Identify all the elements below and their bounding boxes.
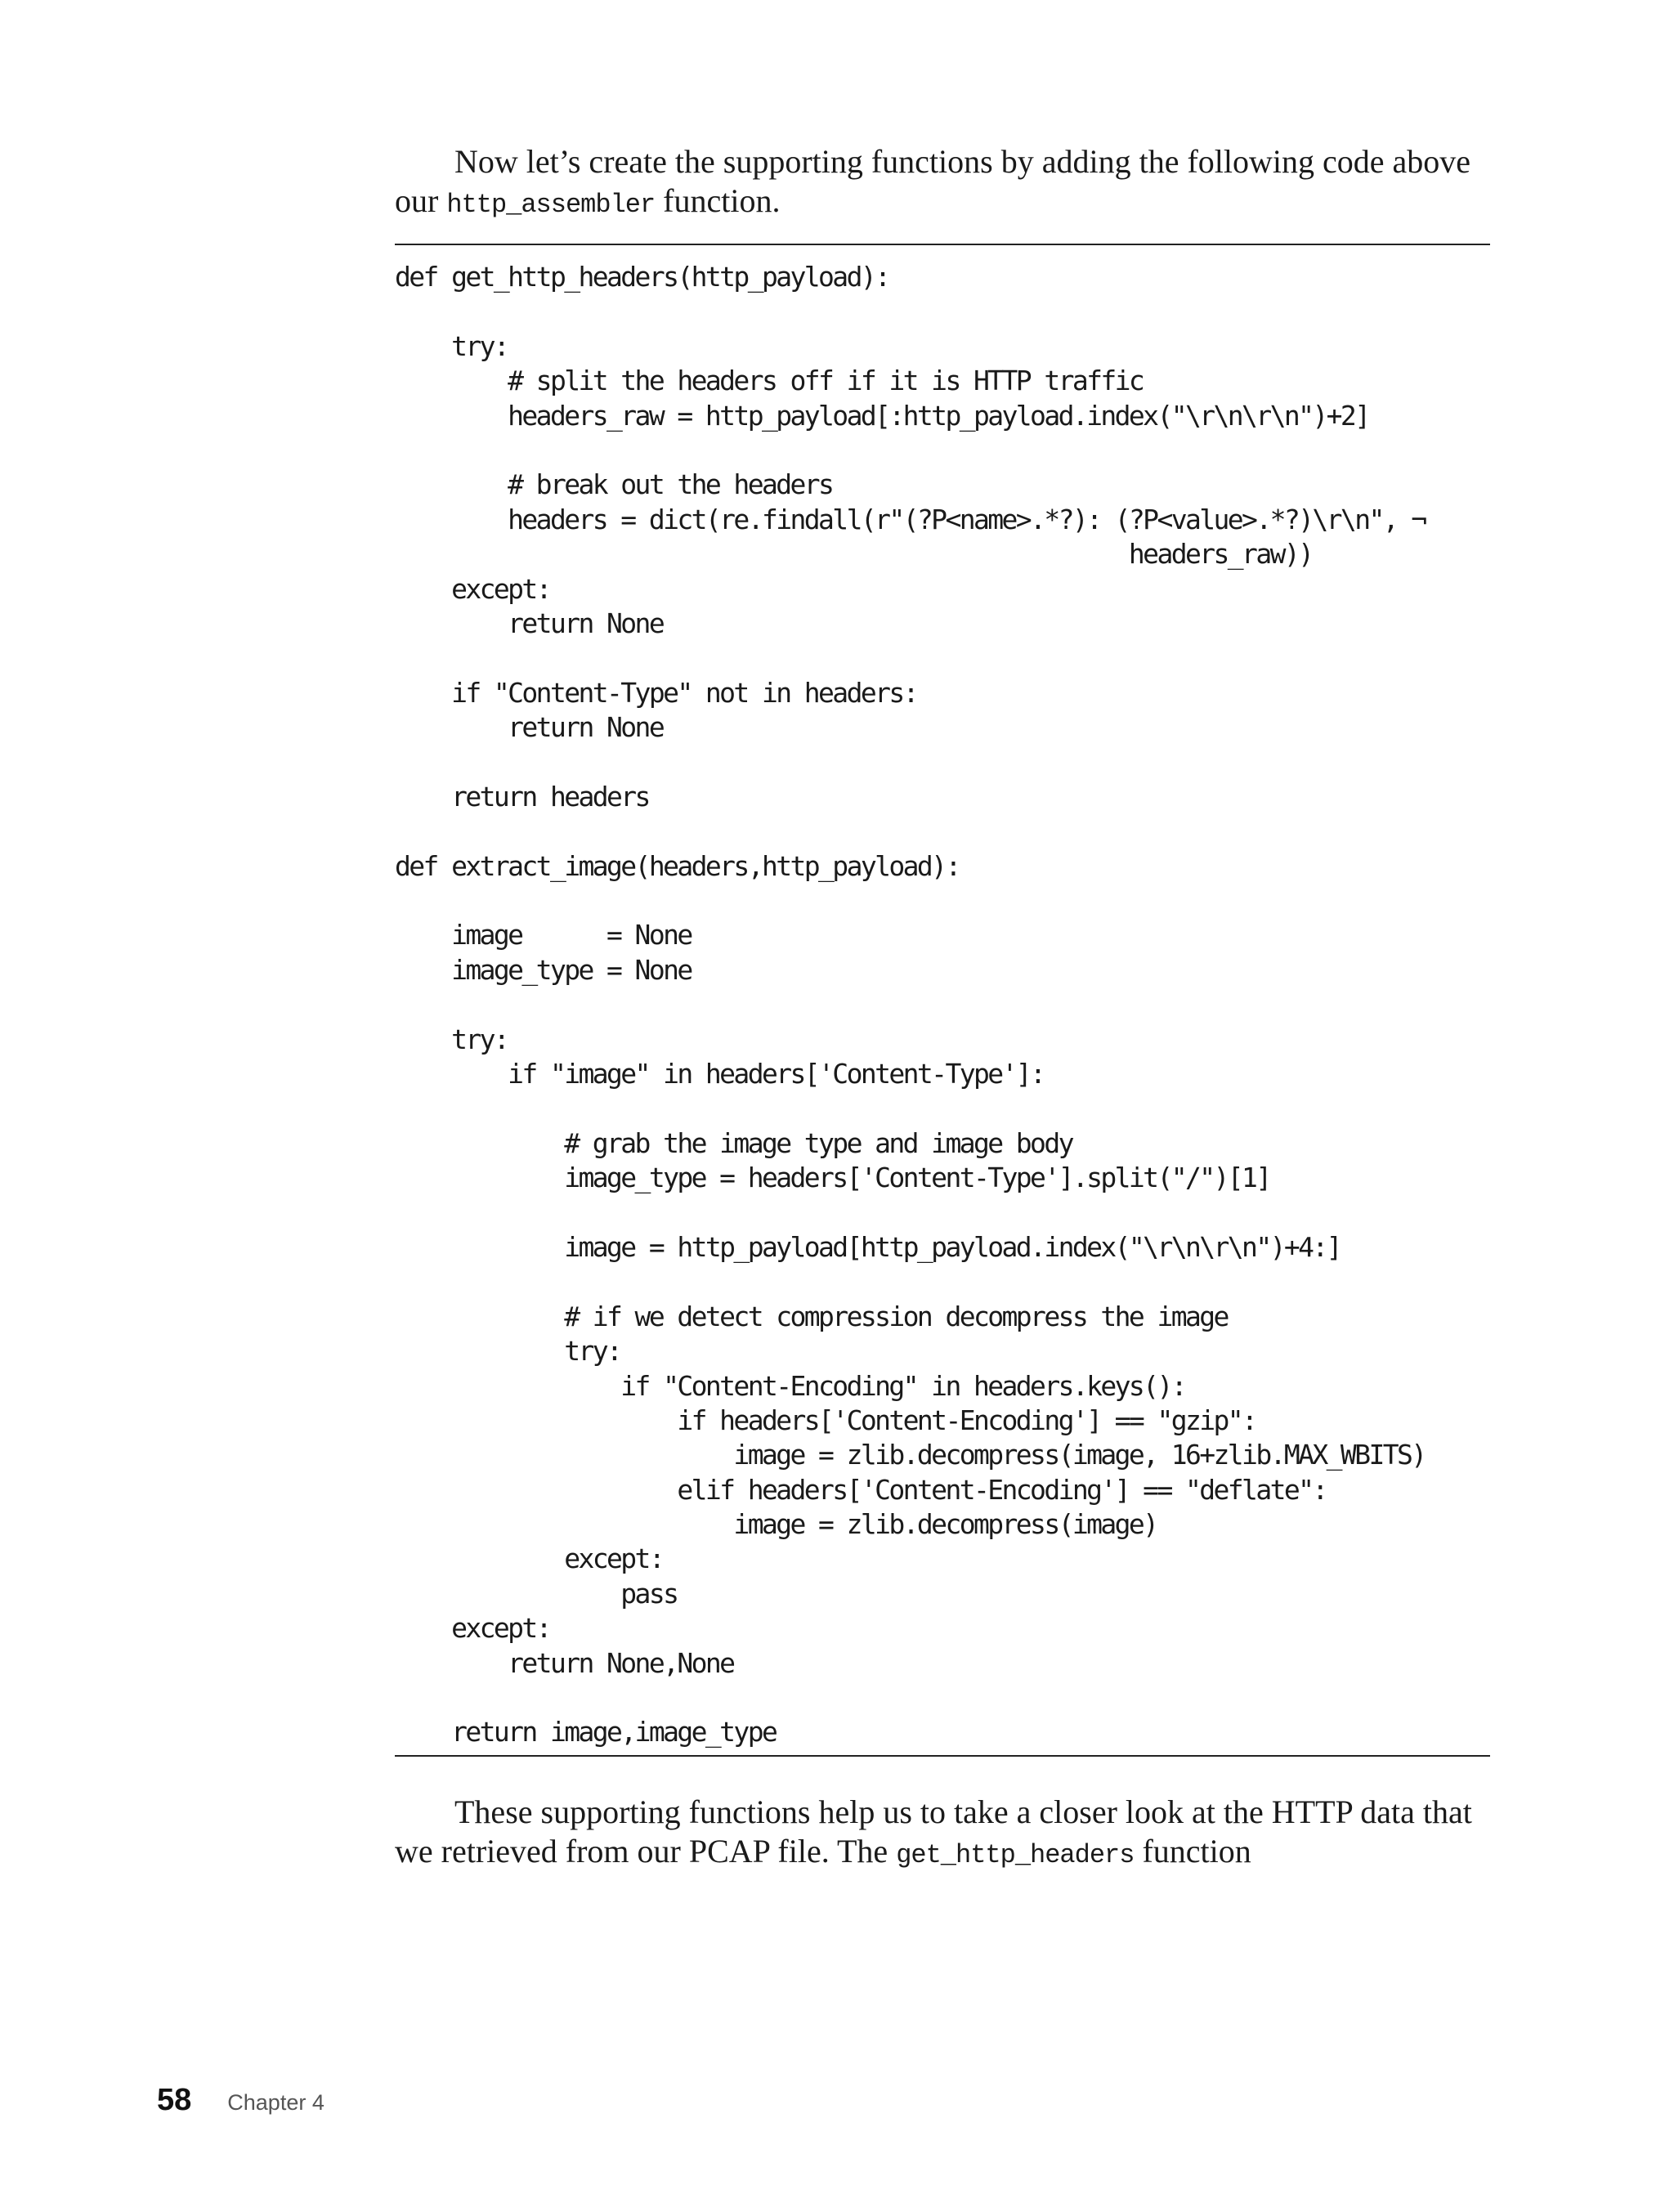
- code-line: return headers: [395, 780, 649, 813]
- outro-text-before: These supporting functions help us to take a closer look at the HTTP data that we retrieved from our PCAP file. The: [395, 1793, 1472, 1869]
- intro-text-after: function.: [655, 182, 781, 219]
- code-line: [395, 1265, 1426, 1299]
- code-line: # break out the headers: [395, 468, 833, 501]
- code-line: image = zlib.decompress(image): [395, 1508, 1157, 1541]
- code-line: image = zlib.decompress(image, 16+zlib.MAX_WBITS): [395, 1439, 1426, 1471]
- code-listing: [395, 260, 1426, 1750]
- page-number: 58: [157, 2083, 192, 2117]
- intro-text-before: Now let’s create the supporting functions by adding the following code above our: [395, 143, 1471, 219]
- code-line: headers_raw)): [395, 538, 1313, 571]
- code-line: image = None: [395, 919, 692, 952]
- code-line: except:: [395, 1612, 550, 1645]
- outro-text-after: function: [1134, 1833, 1251, 1869]
- outro-paragraph: [395, 1793, 1486, 1875]
- code-line: if "image" in headers['Content-Type']:: [395, 1057, 1045, 1090]
- code-line: # grab the image type and image body: [395, 1126, 1072, 1159]
- code-line: # if we detect compression decompress the image: [395, 1300, 1228, 1332]
- code-line: [395, 987, 1426, 1022]
- page-footer: [157, 2083, 325, 2122]
- intro-inline-code: http_assembler: [446, 190, 656, 220]
- outro-inline-code: get_http_headers: [896, 1840, 1135, 1870]
- code-line: image = http_payload[http_payload.index("\r\n\r\n")+4:]: [395, 1230, 1341, 1263]
- code-line: try:: [395, 1023, 508, 1055]
- code-line: if "Content-Type" not in headers:: [395, 676, 917, 709]
- code-line: [395, 1091, 1426, 1126]
- code-line: [395, 1196, 1426, 1230]
- code-line: [395, 641, 1426, 675]
- code-line: pass: [395, 1577, 678, 1610]
- code-line: image_type = None: [395, 953, 692, 986]
- code-line: [395, 884, 1426, 918]
- code-line: elif headers['Content-Encoding'] == "deflate":: [395, 1473, 1327, 1506]
- code-line: [395, 745, 1426, 779]
- code-line: [395, 814, 1426, 849]
- code-line: [395, 294, 1426, 329]
- code-line: headers = dict(re.findall(r"(?P<name>.*?): (?P<value>.*?)\r\n", ¬: [395, 503, 1426, 535]
- code-line: return None: [395, 711, 664, 744]
- code-line: try:: [395, 1335, 621, 1368]
- code-line: return None: [395, 607, 664, 639]
- code-line: image_type = headers['Content-Type'].split("/")[1]: [395, 1162, 1270, 1194]
- chapter-label: Chapter 4: [227, 2090, 325, 2115]
- code-line: headers_raw = http_payload[:http_payload.index("\r\n\r\n")+2]: [395, 399, 1369, 432]
- code-line: return image,image_type: [395, 1716, 777, 1749]
- code-line: try:: [395, 329, 508, 362]
- intro-paragraph: [395, 142, 1486, 225]
- code-line: # split the headers off if it is HTTP traffic: [395, 365, 1144, 397]
- code-line: [395, 1681, 1426, 1715]
- code-line: if "Content-Encoding" in headers.keys():: [395, 1369, 1185, 1402]
- code-line: except:: [395, 572, 550, 605]
- code-top-rule: [395, 244, 1490, 245]
- code-line: [395, 433, 1426, 468]
- code-line: return None,None: [395, 1646, 734, 1679]
- code-line: def get_http_headers(http_payload):: [395, 261, 889, 293]
- code-line: except:: [395, 1543, 664, 1575]
- code-line: def extract_image(headers,http_payload):: [395, 849, 960, 882]
- code-line: if headers['Content-Encoding'] == "gzip":: [395, 1404, 1256, 1436]
- code-bottom-rule: [395, 1755, 1490, 1757]
